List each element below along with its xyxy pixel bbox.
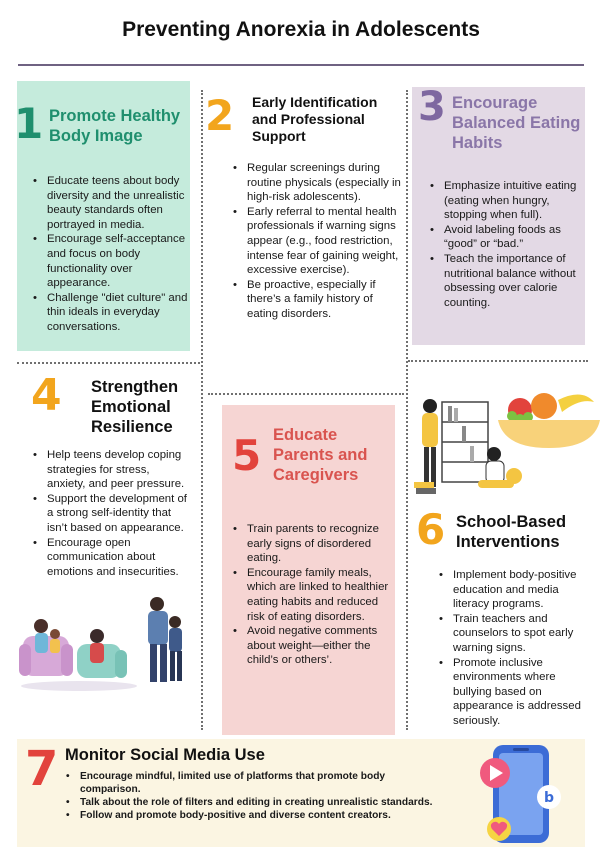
section-7-card [17,739,585,847]
smartphone-social-icon [469,743,569,843]
section-2-card [205,81,405,381]
list-item: • Train teachers and counselors to spot early warning signs. [439,612,592,656]
section-4-heading: Strengthen Emotional Resilience [91,378,179,436]
section-1-list [33,174,188,335]
divider-horizontal-left [17,362,200,364]
section-2-number: 2 [205,91,235,140]
divider-vertical-left [201,90,203,730]
section-4-number: 4 [31,370,62,421]
section-2-list [233,161,405,322]
family-illustration-icon [19,596,197,692]
section-1-card [14,81,190,351]
list-item: • Teach the importance of nutritional balance without obsessing over calorie counting. [430,252,585,310]
list-item: • Avoid negative comments about weight—either the child’s or others’. [233,624,391,668]
list-item: • Encourage family meals, which are linked to healthier eating habits and reduced risk of eating disorders. [233,566,391,624]
section-1-number: 1 [14,99,44,148]
list-item: • Support the development of a strong self-identity that isn’t based on appearance. [33,492,191,536]
section-6-list [439,568,592,729]
students-reading-icon [412,392,524,504]
section-3-card [412,84,585,345]
list-item: • Help teens develop coping strategies for stress, anxiety, and peer pressure. [33,448,191,492]
section-7-list [66,770,436,822]
section-5-heading: Educate Parents and Caregivers [273,426,368,484]
heart-icon [487,817,511,841]
section-6-card [412,505,592,737]
list-item: • Be proactive, especially if there’s a family history of eating disorders. [233,278,405,322]
section-6-heading: School-Based Interventions [456,513,567,551]
list-item: • Regular screenings during routine physicals (especially in high-risk adolescents). [233,161,405,205]
list-item: • Emphasize intuitive eating (eating when hungry, stopping when full). [430,179,585,223]
section-5-card [222,405,395,735]
list-item: • Train parents to recognize early signs of disordered eating. [233,522,391,566]
section-7-number: 7 [25,741,59,797]
section-2-heading: Early Identification and Professional Support [252,94,378,144]
like-icon [537,785,561,809]
section-6-number: 6 [416,505,446,554]
list-item: • Educate teens about body diversity and the unrealistic beauty standards often portrayed in media. [33,174,188,232]
list-item: • Promote inclusive environments where bullying based on appearance is addressed seriously. [439,656,592,729]
list-item: • Encourage self-acceptance and focus on body functionality over appearance. [33,232,188,290]
section-3-heading: Encourage Balanced Eating Habits [452,94,581,152]
list-item: • Challenge "diet culture" and thin ideals in everyday conversations. [33,291,188,335]
divider-vertical-right [406,90,408,730]
section-4-card [17,368,202,698]
list-item: • Early referral to mental health professionals if warning signs appear (e.g., food restriction, intense fear of gaining weight, excessive exercise). [233,205,405,278]
page-title: Preventing Anorexia in Adolescents [122,18,480,41]
divider-horizontal-right [408,360,588,362]
section-4-list [33,448,191,579]
svg-text:b: b [543,790,555,806]
section-5-number: 5 [232,431,262,480]
divider-horizontal-middle [208,393,404,395]
list-item: • Encourage open communication about emotions and insecurities. [33,536,191,580]
list-item: • Talk about the role of filters and editing in creating unrealistic standards. [66,796,436,809]
section-3-number: 3 [418,84,446,130]
title-divider [18,64,584,66]
list-item: • Implement body-positive education and media literacy programs. [439,568,592,612]
play-icon [480,758,510,788]
section-5-list [233,522,391,668]
list-item: • Avoid labeling foods as “good” or “bad.” [430,223,585,252]
section-3-list [430,179,585,310]
section-1-heading: Promote Healthy Body Image [49,107,181,145]
list-item: • Follow and promote body-positive and diverse content creators. [66,809,436,822]
section-7-heading: Monitor Social Media Use [65,746,265,764]
list-item: • Encourage mindful, limited use of platforms that promote body comparison. [66,770,436,796]
